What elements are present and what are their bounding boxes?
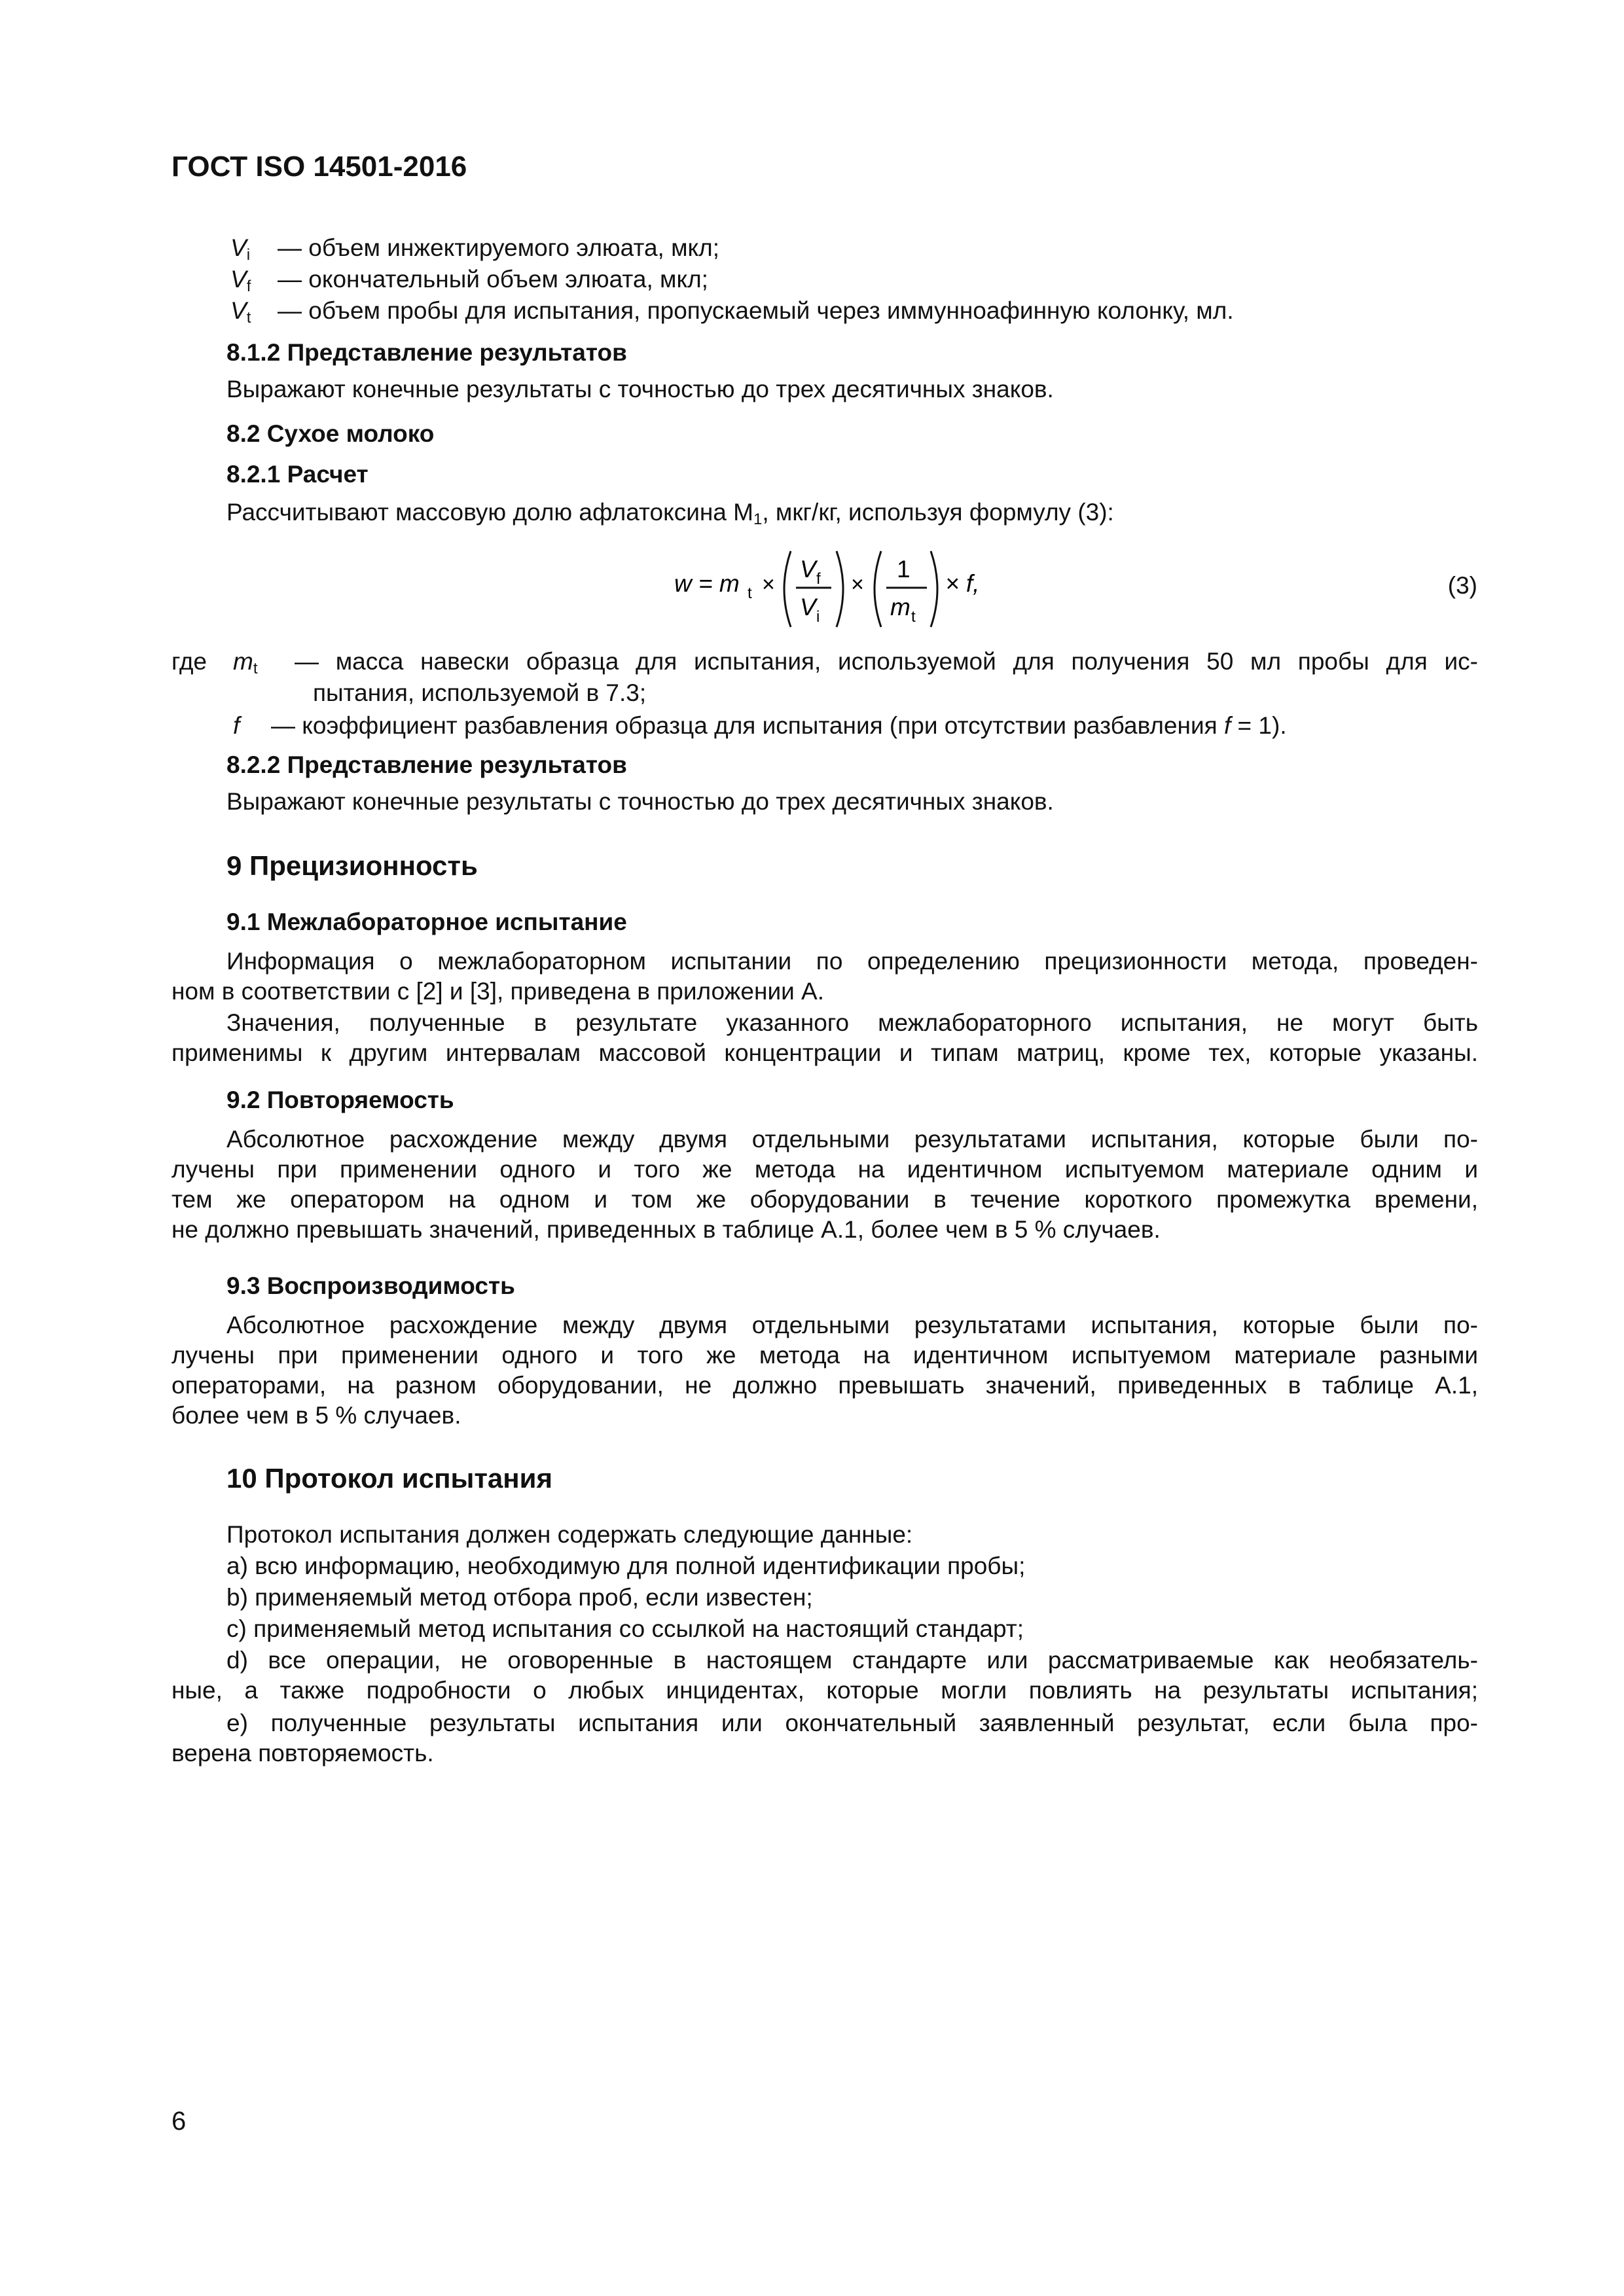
section-8-2-2-heading: 8.2.2 Представление результатов (226, 751, 627, 778)
variable-symbol: $V_f$ (230, 266, 251, 295)
section-9-1-paragraph-2: Значения, полученные в результате указанного межлабораторного испытания, не могут быть применимы к другим интервалам массовой концентрации и типам матриц, кроме тех, которые указаны. (171, 1009, 1478, 1066)
frac1-numerator: V (800, 556, 816, 583)
variable-vt (230, 296, 1234, 330)
where-word: где (171, 648, 208, 675)
variable-symbol: $V_i$ (230, 234, 251, 264)
frac1-numerator-sub: f (816, 570, 821, 588)
section-10-heading: 10 Протокол испытания (226, 1463, 552, 1494)
standard-code-header: ГОСТ ISO 14501-2016 (171, 151, 467, 183)
left-paren-2 (875, 551, 881, 627)
formula-3 (674, 547, 1001, 639)
list-item-b: b) применяемый метод отбора проб, если известен; (226, 1584, 813, 1611)
where-mt-description: — масса навески образца для испытания, используемой для получения 50 мл пробы для ис- (295, 648, 1478, 675)
section-8-2-1-text: Рассчитывают массовую долю афлатоксина $M_1$, мкг/кг, используя формулу (3): (226, 499, 1114, 528)
section-8-2-2-text: Выражают конечные результаты с точностью до трех десятичных знаков. (226, 788, 1054, 815)
where-mt-description-cont: пытания, используемой в 7.3; (313, 679, 647, 706)
section-9-1-heading: 9.1 Межлабораторное испытание (226, 908, 627, 935)
formula-number: (3) (1447, 572, 1477, 599)
frac2-denominator-sub: t (911, 608, 916, 626)
formula-times-2: × (851, 572, 864, 597)
page-number: 6 (171, 2107, 187, 2136)
section-8-2-heading: 8.2 Сухое молоко (226, 420, 435, 447)
section-9-3-heading: 9.3 Воспроизводимость (226, 1272, 515, 1299)
section-9-1-paragraph-1: Информация о межлабораторном испытании по определению прецизионности метода, проведен- ном в соответствии с [2] и [3], приведена в приложении А. (171, 948, 1478, 1005)
section-8-1-2-text: Выражают конечные результаты с точностью до трех десятичных знаков. (226, 376, 1054, 403)
variable-vf (230, 264, 708, 298)
section-10-intro: Протокол испытания должен содержать следующие данные: (226, 1521, 913, 1548)
variable-description: — объем пробы для испытания, пропускаемый через иммунноафинную колонку, мл. (278, 297, 1234, 324)
list-item-c: c) применяемый метод испытания со ссылкой на настоящий стандарт; (226, 1615, 1024, 1642)
list-item-a: a) всю информацию, необходимую для полной идентификации пробы; (226, 1552, 1026, 1579)
section-8-2-1-heading: 8.2.1 Расчет (226, 461, 369, 488)
frac2-numerator: 1 (897, 556, 911, 583)
right-paren-2 (931, 551, 937, 627)
frac1-denominator: V (800, 594, 816, 620)
section-9-2-heading: 9.2 Повторяемость (226, 1086, 454, 1113)
formula-times-1: × (762, 572, 775, 597)
variable-symbol: $V_t$ (230, 297, 251, 327)
where-mt-symbol: $m_t$ (233, 648, 258, 677)
formula-lhs-sub: t (748, 584, 752, 602)
frac2-denominator: m (890, 594, 911, 620)
section-9-2-paragraph: Абсолютное расхождение между двумя отдельными результатами испытания, которые были по- лучены при применении одного и того же метода на идентичном испытуемом материале одним и тем же оператором на одном и том же оборудовании в течение короткого промежутка времени, не должно превышать значений, приведенных в таблице А.1, более чем в 5 % случаев. (171, 1126, 1478, 1243)
section-8-1-2-heading: 8.1.2 Представление результатов (226, 339, 627, 366)
section-9-heading: 9 Прецизионность (226, 850, 478, 881)
section-9-3-paragraph: Абсолютное расхождение между двумя отдельными результатами испытания, которые были по- лучены при применении одного и того же метода на идентичном испытуемом материале разными операторами, на разном оборудовании, не должно превышать значений, приведенных в таблице А.1, более чем в 5 % случаев. (171, 1312, 1478, 1429)
frac1-denominator-sub: i (816, 608, 820, 626)
right-paren-1 (837, 551, 843, 627)
variable-description: — объем инжектируемого элюата, мкл; (278, 234, 720, 261)
where-f-symbol: f (233, 712, 240, 739)
list-item-e: e) полученные результаты испытания или окончательный заявленный результат, если была про- верена повторяемость. (171, 1710, 1478, 1767)
list-item-d: d) все операции, не оговоренные в настоящем стандарте или рассматриваемые как необязатель- ные, а также подробности о любых инцидентах, которые могли повлиять на результаты испытания; (171, 1647, 1478, 1704)
variable-vi (230, 233, 719, 267)
left-paren-1 (784, 551, 791, 627)
formula-lhs: w = m (674, 570, 740, 597)
variable-description: — окончательный объем элюата, мкл; (278, 266, 708, 293)
formula-tail: × f, (945, 570, 980, 597)
where-f-description: — коэффициент разбавления образца для испытания (при отсутствии разбавления f = 1). (271, 712, 1287, 739)
